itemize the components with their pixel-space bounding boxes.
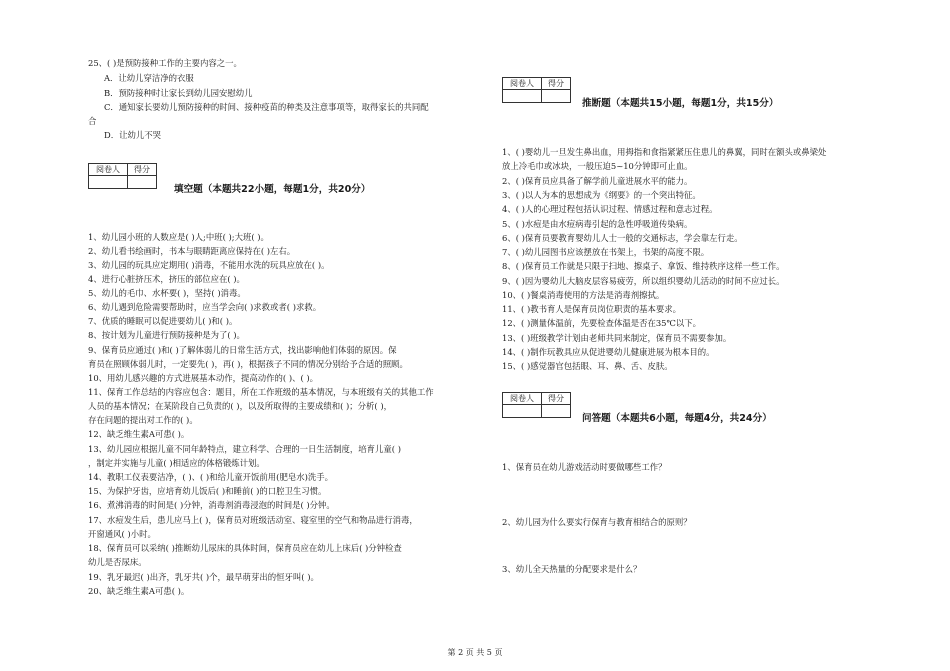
fill-q7: 7、优质的睡眠可以促进要幼儿( )和( )。 bbox=[88, 316, 238, 326]
page-footer: 第 2 页 共 5 页 bbox=[447, 648, 503, 657]
fill-q19: 19、乳牙最迟( )出齐，乳牙共( )个，最早萌芽出的恒牙叫( )。 bbox=[88, 572, 319, 582]
judge-section-title: 推断题（本题共15小题，每题1分，共15分） bbox=[582, 98, 779, 109]
fill-q6: 6、幼儿遇到危险需要帮助时，应当学会向( )求救或者( )求救。 bbox=[88, 302, 322, 312]
qa-score-box bbox=[502, 392, 571, 418]
fill-q11: 11、保育工作总结的内容应包含：题目，所在工作班级的基本情况，与本班级有关的其他工作 bbox=[88, 387, 434, 397]
fill-q3: 3、幼儿园的玩具应定期用( )消毒，不能用水洗的玩具应放在( )。 bbox=[88, 260, 330, 270]
reviewer-label: 阅卷人 bbox=[503, 393, 542, 405]
fill-q15: 15、为保护牙齿，应培育幼儿饭后( )和睡前( )的口腔卫生习惯。 bbox=[88, 486, 327, 496]
reviewer-cell[interactable] bbox=[89, 176, 128, 189]
reviewer-cell[interactable] bbox=[503, 90, 542, 103]
judge-q5: 5、( )水痘是由水痘病毒引起的急性呼吸道传染病。 bbox=[502, 219, 693, 229]
fill-q9: 9、保育员应通过( )和( )了解体弱儿的日常生活方式，找出影响他们体弱的原因。保 bbox=[88, 345, 397, 355]
judge-score-box bbox=[502, 77, 571, 103]
judge-q3: 3、( )以人为本的思想成为《纲要》的一个突出特征。 bbox=[502, 190, 701, 200]
fill-score-box bbox=[88, 163, 157, 189]
fill-q17-cont: 开窗通风( )小时。 bbox=[88, 529, 156, 539]
q25-option-b: B．预防接种时让家长到幼儿园安慰幼儿 bbox=[104, 88, 253, 98]
qa-q1: 1、保育员在幼儿游戏活动时要做哪些工作？ bbox=[502, 462, 667, 472]
fill-q18: 18、保育员可以采纳( )推断幼儿尿床的具体时间，保育员应在幼儿上床后( )分钟检查 bbox=[88, 543, 402, 553]
q25-option-a: A．让幼儿穿洁净的衣服 bbox=[104, 73, 194, 83]
score-cell[interactable] bbox=[542, 90, 571, 103]
score-label: 得分 bbox=[542, 393, 571, 405]
reviewer-label: 阅卷人 bbox=[89, 164, 128, 176]
fill-q4: 4、进行心脏挤压术，挤压的部位应在( )。 bbox=[88, 274, 245, 284]
judge-q8: 8、( )保育员工作就是只限于扫地、擦桌子、拿饭、维持秩序这样一些工作。 bbox=[502, 261, 785, 271]
q25-option-c-cont: 合 bbox=[88, 116, 97, 126]
judge-q2: 2、( )保育员应具备了解学前儿童进展水平的能力。 bbox=[502, 176, 693, 186]
judge-q10: 10、( )餐桌消毒使用的方法是消毒剂擦拭。 bbox=[502, 290, 665, 300]
fill-q8: 8、按计划为儿童进行预防接种是为了( )。 bbox=[88, 330, 245, 340]
judge-q4: 4、( )人的心理过程包括认识过程、情感过程和意志过程。 bbox=[502, 204, 718, 214]
judge-q12: 12、( )测量体温前，先要检查体温是否在35℃以下。 bbox=[502, 318, 702, 328]
reviewer-label: 阅卷人 bbox=[503, 78, 542, 90]
fill-q2: 2、幼儿看书绘画时，书本与眼睛距离应保持在( )左右。 bbox=[88, 246, 296, 256]
score-label: 得分 bbox=[542, 78, 571, 90]
q25-option-c: C．通知家长要幼儿预防接种的时间、接种疫苗的种类及注意事项等，取得家长的共同配 bbox=[104, 102, 429, 112]
fill-section-title: 填空题（本题共22小题，每题1分，共20分） bbox=[174, 184, 371, 195]
judge-q1-cont: 放上冷毛巾或冰块，一般压迫5~10分钟即可止血。 bbox=[502, 161, 693, 171]
fill-q17: 17、水痘发生后，患儿应马上( )，保育员对班级活动室、寝室里的空气和物品进行消毒， bbox=[88, 515, 418, 525]
judge-q7: 7、( )幼儿园图书应该摆放在书架上，书架的高度不限。 bbox=[502, 247, 710, 257]
fill-q13: 13、幼儿园应根据儿童不同年龄特点，建立科学、合理的一日生活制度，培育儿童( ) bbox=[88, 444, 401, 454]
fill-q9-cont: 育员在照顾体弱儿时，一定要先( )，再( )，根据孩子不同的情况分别给予合适的照顾。 bbox=[88, 359, 408, 369]
qa-q3: 3、幼儿全天热量的分配要求是什么？ bbox=[502, 564, 642, 574]
judge-q11: 11、( )教书育人是保育员岗位职责的基本要求。 bbox=[502, 304, 681, 314]
fill-q13-cont: ，制定并实施与儿童( )相适应的体格锻炼计划。 bbox=[88, 458, 265, 468]
q25-option-d: D．让幼儿不哭 bbox=[104, 130, 161, 140]
fill-q16: 16、煮沸消毒的时间是( )分钟，消毒剂消毒浸泡的时间是( )分钟。 bbox=[88, 500, 335, 510]
score-cell[interactable] bbox=[128, 176, 157, 189]
fill-q20: 20、缺乏维生素A可患( )。 bbox=[88, 586, 190, 596]
judge-q9: 9、( )因为婴幼儿大脑皮层容易疲劳，所以组织婴幼儿活动的时间不应过长。 bbox=[502, 276, 785, 286]
fill-q12: 12、缺乏维生素A可患( )。 bbox=[88, 429, 190, 439]
fill-q11-cont2: 存在问题的提出对工作的( )。 bbox=[88, 415, 198, 425]
q25-stem: 25、( )是预防接种工作的主要内容之一。 bbox=[88, 58, 242, 68]
judge-q15: 15、( )感觉器官包括眼、耳、鼻、舌、皮肤。 bbox=[502, 361, 673, 371]
fill-q11-cont: 人员的基本情况；在某阶段自己负责的( )，以及所取得的主要成绩和( )；分析( )， bbox=[88, 401, 392, 411]
judge-q1: 1、( )婴幼儿一旦发生鼻出血，用拇指和食指紧紧压住患儿的鼻翼，同时在额头或鼻梁处 bbox=[502, 147, 827, 157]
fill-q1: 1、幼儿园小班的人数应是( )人;中班( );大班( )。 bbox=[88, 232, 269, 242]
fill-q18-cont: 幼儿是否尿床。 bbox=[88, 557, 147, 567]
fill-q14: 14、教职工仪表要洁净，( )、( )和给儿童开饭前用(肥皂水)洗手。 bbox=[88, 472, 333, 482]
qa-q2: 2、幼儿园为什么要实行保育与教育相结合的原则？ bbox=[502, 517, 692, 527]
judge-q14: 14、( )制作玩教具应从促进婴幼儿健康进展为根本目的。 bbox=[502, 347, 715, 357]
judge-q6: 6、( )保育员要教育婴幼儿人士一般的交通标志，学会靠左行走。 bbox=[502, 233, 743, 243]
fill-q5: 5、幼儿的毛巾、水杯要( )，坚持( )消毒。 bbox=[88, 288, 246, 298]
judge-q13: 13、( )班级教学计划由老师共同来制定，保育员不需要参加。 bbox=[502, 333, 732, 343]
score-cell[interactable] bbox=[542, 405, 571, 418]
reviewer-cell[interactable] bbox=[503, 405, 542, 418]
fill-q10: 10、用幼儿感兴趣的方式进展基本动作，提高动作的( )、( )。 bbox=[88, 373, 319, 383]
score-label: 得分 bbox=[128, 164, 157, 176]
qa-section-title: 问答题（本题共6小题，每题4分，共24分） bbox=[582, 413, 772, 424]
